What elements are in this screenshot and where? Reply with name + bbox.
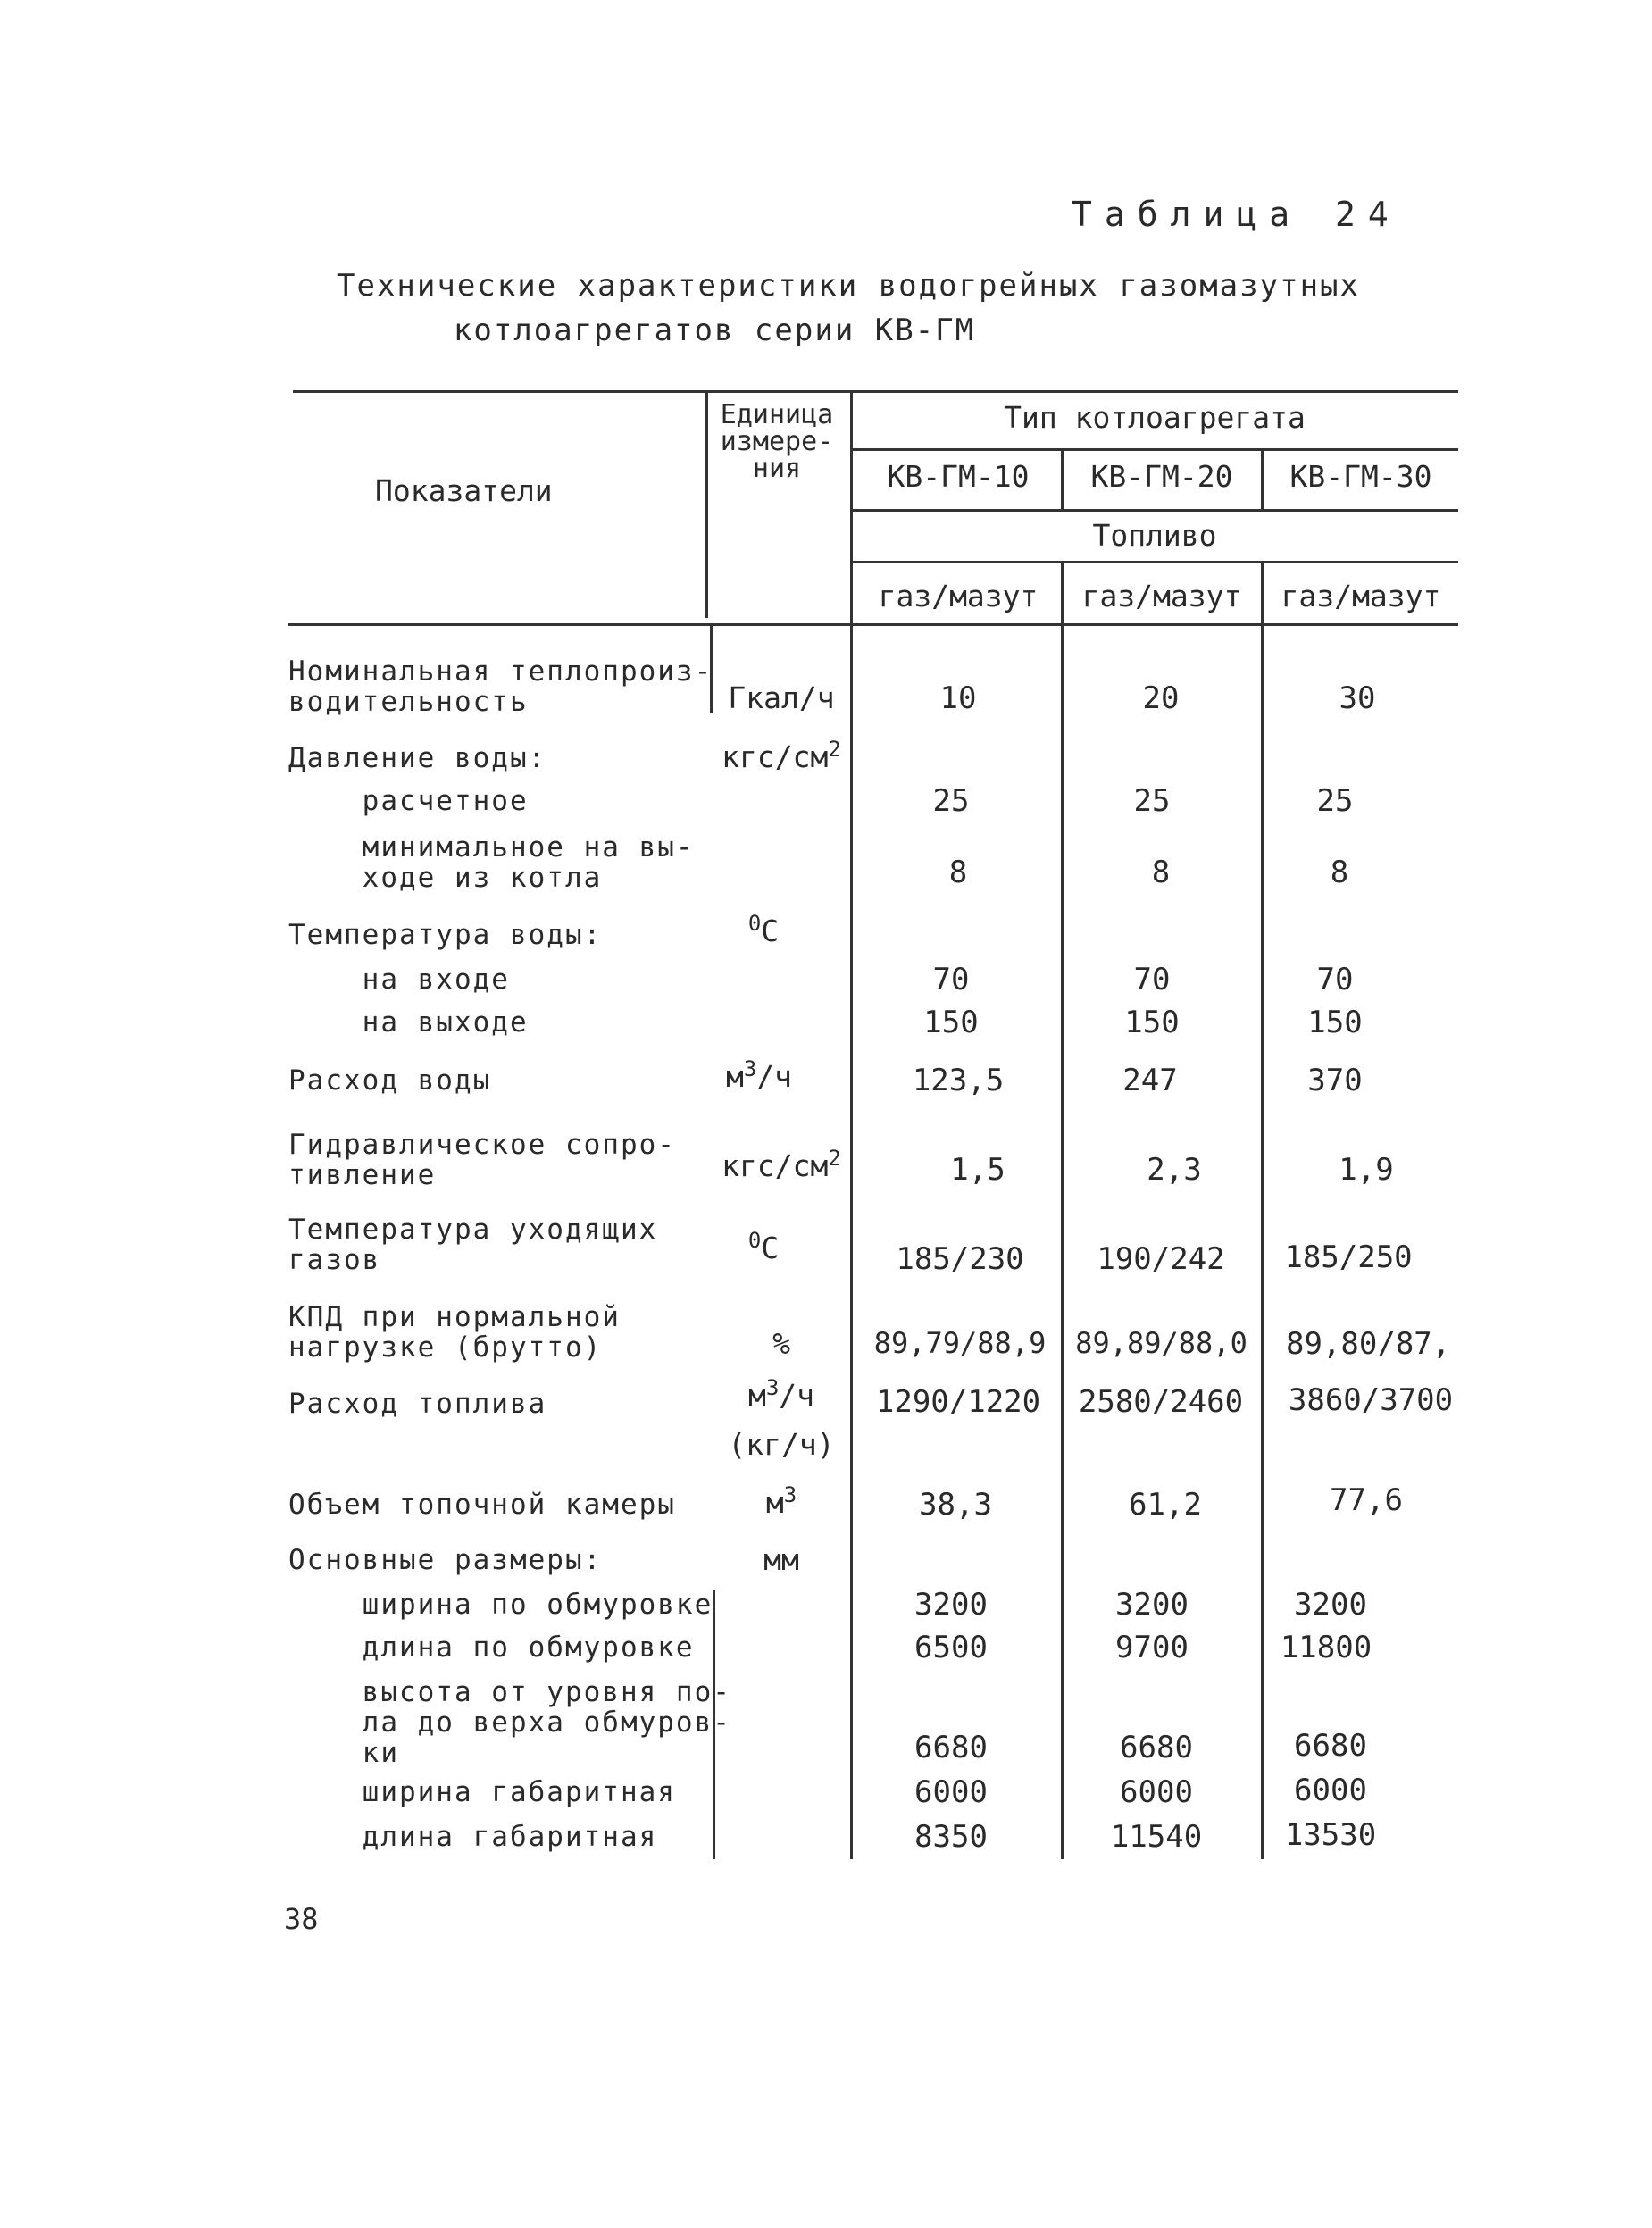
row-value-1: 6000 [914,1774,988,1810]
row-value-1: 6680 [914,1730,988,1765]
row-value-2: 61,2 [1129,1487,1202,1523]
row-value-2: 20 [1142,680,1180,716]
row-unit-sup: 3 [783,1482,797,1507]
row-label: ширина по обмуровке [288,1589,713,1621]
row-unit [692,1228,835,1265]
row-value-3: 370 [1307,1063,1363,1098]
row-value-3: 3860/3700 [1288,1382,1454,1418]
row-value-2: 3200 [1115,1587,1189,1623]
header-unit: Единица измере- ния [720,399,834,484]
row-value-1: 150 [923,1005,979,1040]
row-value-3: 6000 [1294,1773,1367,1808]
row-unit: % [772,1326,790,1361]
row-unit-text: м [765,1485,784,1520]
row-unit-text: кгс/см [722,1148,829,1183]
row-label: Объем топочной камеры [288,1489,676,1521]
row-unit-post: /ч [779,1378,815,1413]
row-value-1: 8 [948,855,968,890]
table-label: Таблица 24 [1072,195,1401,234]
header-fuel-3: газ/мазут [1281,579,1441,613]
row-value-3: 185/250 [1284,1239,1413,1275]
row-value-3: 77,6 [1330,1482,1403,1518]
row-value-2: 247 [1122,1063,1178,1098]
row-value-2: 2580/2460 [1078,1384,1244,1420]
row-value-2: 150 [1124,1005,1180,1040]
header-fuel-2: газ/мазут [1081,579,1242,613]
row-value-1: 6500 [914,1630,988,1665]
row-value-3: 1,9 [1339,1152,1394,1188]
row-value-1: 8350 [914,1819,988,1855]
row-unit-line-2: (кг/ч) [728,1427,835,1462]
row-value-3: 30 [1339,680,1376,716]
table-title-line-2: котлоагрегатов серии КВ-ГМ [453,313,976,348]
row-value-1: 70 [932,962,970,997]
rule-type-under [853,448,1458,451]
rule-model-under [853,509,1458,512]
vrule-3 [1061,448,1064,509]
row-unit-text: С [761,914,780,948]
row-value-2: 70 [1133,962,1171,997]
row-label: минимальное на вы- ходе из котла [362,831,695,894]
row-value-3: 8 [1330,855,1349,890]
row-value-1: 10 [939,680,977,716]
row-value-2: 6680 [1120,1730,1193,1765]
header-type-2: КВ-ГМ-20 [1090,459,1233,494]
row-value-3: 25 [1316,783,1354,819]
header-type-1: КВ-ГМ-10 [887,459,1030,494]
row-label: Температура воды: [288,919,603,951]
header-indicators: Показатели [375,473,553,508]
row-value-3: 150 [1307,1005,1363,1040]
row-unit [710,1375,853,1413]
rule-header-bottom [288,623,1458,626]
row-label: Гидравлическое сопро- тивление [288,1129,676,1191]
row-label: высота от уровня по- ла до верха обмуров- ки [362,1676,731,1769]
row-label: КПД при нормальной нагрузке (брутто) [288,1301,621,1364]
row-unit-sup: 3 [743,1056,757,1081]
header-type-3: КВ-ГМ-30 [1289,459,1432,494]
row-unit [710,1146,853,1183]
row-value-1: 1290/1220 [875,1384,1041,1420]
page-number: 38 [284,1902,319,1936]
row-label: Температура уходящих газов [288,1214,658,1276]
row-unit [692,911,835,948]
row-label: Давление воды: [288,742,547,774]
row-unit [710,1482,853,1520]
row-value-1: 89,79/88,9 [873,1326,1047,1360]
row-unit [710,737,853,774]
row-value-2: 9700 [1115,1630,1189,1665]
header-fuel-1: газ/мазут [878,579,1039,613]
row-value-1: 25 [932,783,970,819]
row-label: на выходе [288,1006,529,1039]
row-value-2: 11540 [1110,1819,1203,1855]
row-label: расчетное [288,785,529,817]
row-unit-text: м [747,1378,766,1413]
row-value-2: 2,3 [1147,1152,1202,1188]
row-value-1: 1,5 [950,1152,1005,1188]
row-label: Номинальная теплопроиз- водительность [288,655,713,718]
row-label: ширина габаритная [288,1776,676,1808]
row-value-3: 89,80/87, [1286,1326,1451,1362]
row-label: на входе [288,964,510,996]
row-label: Расход топлива [288,1388,547,1420]
row-value-3: 3200 [1294,1587,1367,1623]
row-unit-text: С [761,1231,780,1265]
vrule-4 [1261,448,1264,509]
table-title-line-1: Технические характеристики водогрейных газомазутных [337,268,1360,304]
row-label: длина по обмуровке [288,1631,695,1664]
rule-top [293,390,1458,393]
row-label: длина габаритная [288,1821,658,1853]
row-unit-pre: 0 [747,911,762,936]
row-unit: Гкал/ч [728,680,835,715]
row-unit-text: м [725,1059,744,1094]
row-unit-sup: 2 [828,737,841,762]
row-unit-post: /ч [756,1059,793,1094]
rule-fuel-under [853,561,1458,563]
row-label: Расход воды [288,1064,492,1097]
row-label: Основные размеры: [288,1544,603,1576]
row-value-2: 6000 [1120,1774,1193,1810]
row-unit [688,1056,830,1094]
row-unit-sup: 2 [828,1146,841,1171]
row-unit: мм [763,1542,799,1577]
row-value-3: 11800 [1280,1630,1372,1665]
header-type-group: Тип котлоагрегата [1004,400,1306,435]
row-value-1: 38,3 [919,1487,992,1523]
row-value-2: 8 [1151,855,1171,890]
row-value-1: 3200 [914,1587,988,1623]
row-value-3: 13530 [1284,1817,1377,1853]
row-unit-sup: 3 [765,1375,780,1400]
row-value-1: 123,5 [912,1063,1005,1098]
row-value-3: 70 [1316,962,1354,997]
row-value-2: 89,89/88,0 [1075,1326,1247,1360]
header-fuel-label: Топливо [1092,518,1217,553]
row-value-3: 6680 [1294,1728,1367,1764]
row-value-2: 190/242 [1097,1241,1225,1277]
row-unit-pre: 0 [747,1228,762,1253]
row-unit-text: кгс/см [722,739,829,774]
row-value-1: 185/230 [896,1241,1024,1277]
row-value-2: 25 [1133,783,1171,819]
